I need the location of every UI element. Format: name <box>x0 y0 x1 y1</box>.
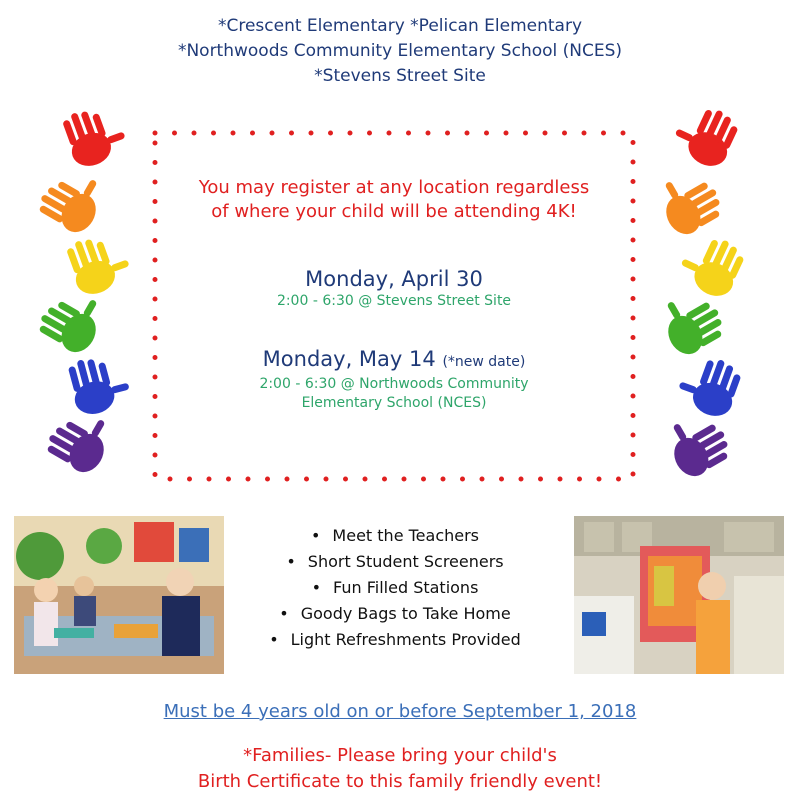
feature-item: • Fun Filled Stations <box>230 575 560 601</box>
event-may <box>152 346 636 413</box>
event-new-date-note: (*new date) <box>442 354 526 370</box>
handprint-icon <box>63 227 135 299</box>
handprint-icon <box>673 349 745 421</box>
feature-item: • Meet the Teachers <box>230 523 560 549</box>
school-list <box>0 14 800 89</box>
feature-list <box>230 523 560 653</box>
age-requirement-link[interactable]: Must be 4 years old on or before September 1, 2018 <box>163 701 637 722</box>
event-day: Monday, April 30 <box>305 267 483 291</box>
families-line: *Families- Please bring your child's <box>243 745 557 766</box>
registration-line: of where your child will be attending 4K! <box>211 201 577 222</box>
event-day: Monday, May 14 <box>262 347 436 371</box>
feature-item: • Light Refreshments Provided <box>230 627 560 653</box>
families-note <box>0 743 800 795</box>
handprint-column-right <box>652 100 772 500</box>
children-at-table-photo <box>14 516 224 674</box>
school-line: *Northwoods Community Elementary School (NCES) <box>177 41 623 61</box>
boy-at-easel-photo <box>574 516 784 674</box>
feature-item: • Short Student Screeners <box>230 549 560 575</box>
handprint-icon <box>659 406 735 482</box>
registration-line: You may register at any location regardless <box>198 177 590 198</box>
handprint-icon <box>652 164 728 240</box>
school-line: *Stevens Street Site <box>314 66 486 86</box>
event-day-line <box>152 346 636 375</box>
event-place: 2:00 - 6:30 @ Stevens Street Site <box>276 293 512 309</box>
handprint-icon <box>668 100 742 172</box>
handprint-icon <box>34 162 110 238</box>
handprint-icon <box>674 228 748 302</box>
event-april <box>152 266 636 311</box>
school-line: *Crescent Elementary *Pelican Elementary <box>217 16 583 36</box>
families-line: Birth Certificate to this family friendly event! <box>197 771 603 792</box>
handprint-icon <box>59 100 131 171</box>
handprint-icon <box>65 350 134 419</box>
handprint-icon <box>42 402 118 478</box>
handprint-column-left <box>28 100 148 500</box>
event-place: Elementary School (NCES) <box>301 395 487 411</box>
handprint-icon <box>34 282 110 358</box>
registration-note <box>152 176 636 224</box>
feature-item: • Goody Bags to Take Home <box>230 601 560 627</box>
event-place: 2:00 - 6:30 @ Northwoods Community <box>259 376 529 392</box>
